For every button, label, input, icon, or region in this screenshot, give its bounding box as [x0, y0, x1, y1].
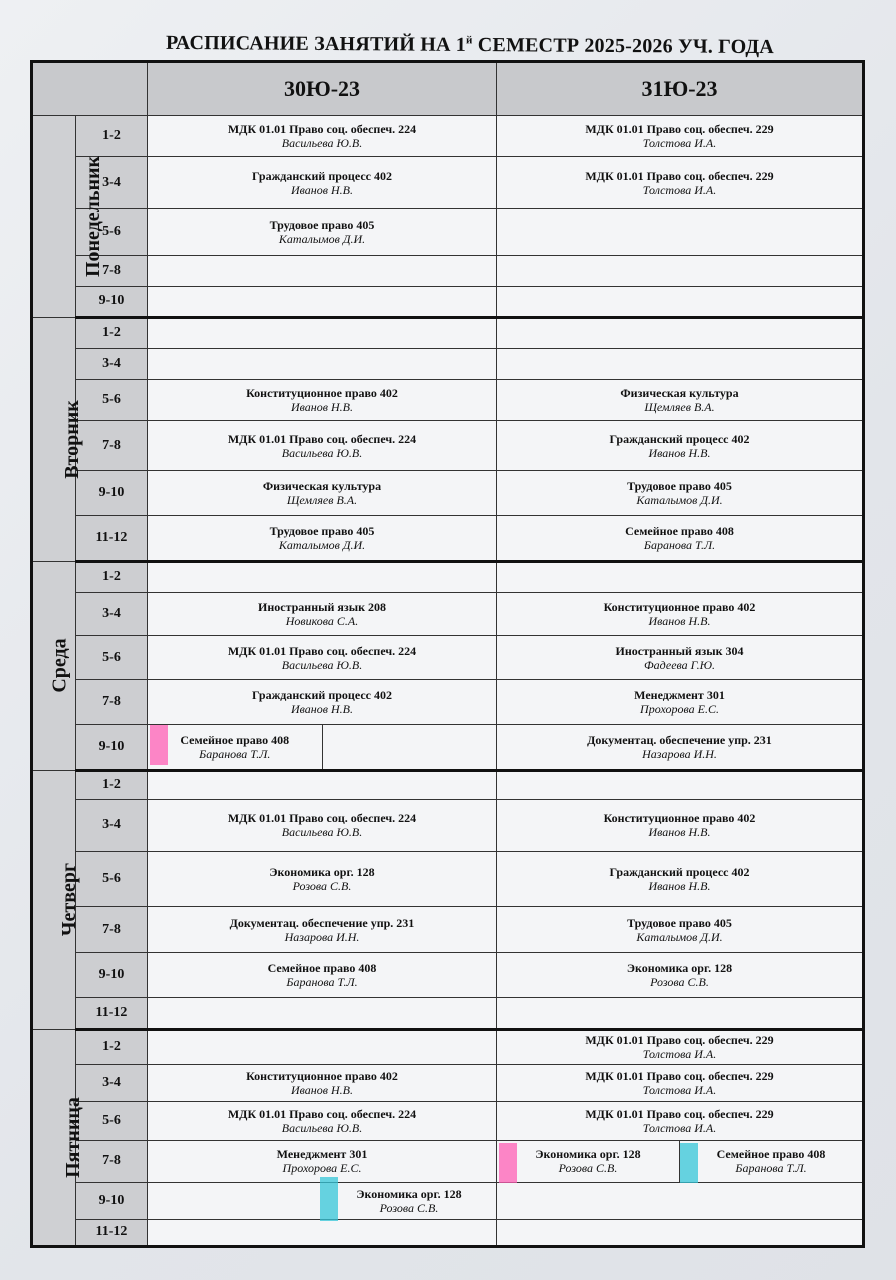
lesson-cell-g1 [148, 1182, 497, 1219]
empty-cell-g1 [148, 255, 497, 286]
lesson-cell-g1 [148, 516, 497, 562]
pair-number: 7-8 [76, 1141, 148, 1182]
subject: МДК 01.01 Право соц. обеспеч. 229 [585, 1107, 774, 1122]
teacher: Назарова И.Н. [642, 747, 717, 762]
lesson-cell-g1 [148, 470, 497, 516]
teacher: Васильева Ю.В. [281, 825, 363, 840]
subject: МДК 01.01 Право соц. обеспеч. 224 [227, 643, 417, 658]
lesson-row [32, 317, 864, 348]
highlighter-mark [680, 1143, 698, 1183]
day-label: Вторник [60, 400, 83, 479]
teacher: Иванов Н.В. [291, 1082, 353, 1097]
subject: Экономика орг. 128 [269, 865, 375, 879]
subject: МДК 01.01 Право соц. обеспеч. 229 [585, 1068, 774, 1083]
pair-number: 5-6 [76, 636, 148, 679]
lesson-cell-g2 [497, 799, 864, 851]
empty-cell-g2 [497, 348, 864, 379]
pair-number: 3-4 [76, 157, 148, 209]
teacher: Розова С.В. [379, 1200, 439, 1215]
subject: Экономика орг. 128 [535, 1147, 641, 1162]
pair-number: 1-2 [76, 770, 148, 799]
teacher: Каталымов Д.И. [278, 538, 366, 553]
teacher: Иванов Н.В. [648, 614, 711, 629]
lesson-cell-g2 [497, 636, 864, 679]
empty-half [323, 725, 497, 769]
empty-cell-g1 [148, 317, 497, 348]
lesson-cell-g1 [148, 851, 497, 907]
day-cell [32, 561, 76, 770]
lesson-cell-g1 [148, 907, 497, 953]
group-header-1: 30Ю-23 [148, 62, 497, 116]
teacher: Иванов Н.В. [648, 879, 711, 893]
day-cell [32, 116, 105, 318]
teacher: Новикова С.А. [285, 614, 359, 629]
lesson-row [32, 516, 864, 562]
highlighter-mark [320, 1177, 338, 1221]
teacher: Баранова Т.Л. [199, 747, 271, 762]
teacher: Розова С.В. [558, 1161, 618, 1176]
lesson-row [32, 636, 864, 679]
lesson-row [32, 679, 864, 725]
group-header-2: 31Ю-23 [497, 62, 864, 116]
teacher: Иванов Н.В. [648, 445, 711, 460]
pair-number: 9-10 [76, 1182, 148, 1219]
subject: МДК 01.01 Право соц. обеспеч. 224 [227, 122, 417, 137]
lesson-row [32, 592, 864, 635]
empty-cell-g1 [148, 561, 497, 592]
schedule-body [32, 116, 864, 1247]
subject: Гражданский процесс 402 [252, 688, 392, 703]
lesson-cell-g1 [148, 157, 497, 209]
teacher: Васильева Ю.В. [281, 136, 363, 151]
pair-number: 5-6 [76, 1101, 148, 1140]
lesson-cell-g2 [497, 725, 864, 771]
pair-number: 11-12 [76, 516, 148, 562]
subject: МДК 01.01 Право соц. обеспеч. 224 [227, 811, 417, 826]
lesson-row [32, 799, 864, 851]
lesson-cell-g1 [148, 952, 497, 998]
pair-number: 5-6 [76, 379, 148, 420]
empty-cell-g2 [497, 1219, 864, 1246]
subject: Экономика орг. 128 [626, 961, 733, 976]
lesson-cell-g2 [497, 379, 864, 420]
header-row [32, 62, 864, 116]
lesson-cell-g1 [148, 592, 497, 635]
subject: Конституционное право 402 [603, 811, 756, 826]
teacher: Каталымов Д.И. [278, 231, 366, 246]
empty-half [148, 1183, 322, 1219]
lesson-half [322, 1183, 496, 1219]
teacher: Щемляев В.А. [644, 400, 715, 414]
lesson-row [32, 907, 864, 953]
subject: Менеджмент 301 [276, 1147, 368, 1162]
subject: Семейное право 408 [716, 1147, 826, 1162]
empty-cell-g1 [148, 998, 497, 1029]
lesson-cell-g1 [148, 679, 497, 725]
pair-number: 3-4 [76, 348, 148, 379]
lesson-cell-g2 [497, 1101, 864, 1140]
highlighter-mark [150, 725, 168, 765]
empty-cell-g2 [497, 286, 864, 317]
lesson-row [32, 1064, 864, 1101]
day-label: Четверг [58, 863, 81, 937]
lesson-cell-g2 [497, 592, 864, 635]
subject: Трудовое право 405 [627, 915, 732, 930]
title-part2: СЕМЕСТР 2025-2026 УЧ. ГОДА [472, 34, 775, 59]
pair-number: 7-8 [76, 421, 148, 471]
subject: Трудовое право 405 [627, 479, 732, 494]
pair-number: 1-2 [76, 116, 148, 157]
pair-number: 5-6 [76, 851, 148, 907]
subject: Семейное право 408 [267, 961, 377, 976]
lesson-cell-g2 [497, 1141, 864, 1182]
teacher: Баранова Т.Л. [286, 975, 358, 990]
day-label: Понедельник [82, 155, 105, 277]
lesson-cell-g1 [148, 799, 497, 851]
empty-cell-g2 [497, 209, 864, 256]
empty-cell-g2 [497, 255, 864, 286]
lesson-cell-g1 [148, 116, 497, 157]
subject: МДК 01.01 Право соц. обеспеч. 229 [585, 122, 774, 137]
subject: Гражданский процесс 402 [609, 431, 750, 446]
empty-cell-g1 [148, 1219, 497, 1246]
pair-number: 7-8 [76, 679, 148, 725]
day-label: Пятница [61, 1096, 84, 1178]
subject: МДК 01.01 Право соц. обеспеч. 229 [585, 168, 774, 183]
lesson-row [32, 561, 864, 592]
pair-number: 9-10 [76, 286, 148, 317]
lesson-row [32, 116, 864, 157]
lesson-cell-g2 [497, 952, 864, 998]
teacher: Васильева Ю.В. [281, 445, 363, 460]
subject: Физическая культура [262, 479, 382, 494]
teacher: Баранова Т.Л. [643, 538, 716, 553]
lesson-cell-g1 [148, 379, 497, 420]
pair-number: 9-10 [76, 952, 148, 998]
lesson-row [32, 725, 864, 771]
lesson-cell-g1 [148, 1064, 497, 1101]
empty-cell-g2 [497, 998, 864, 1029]
pair-number: 1-2 [76, 317, 148, 348]
teacher: Розова С.В. [292, 879, 352, 893]
lesson-half [680, 1141, 862, 1181]
subject: МДК 01.01 Право соц. обеспеч. 229 [585, 1033, 774, 1048]
pair-number: 11-12 [76, 1219, 148, 1246]
subject: Менеджмент 301 [634, 688, 725, 703]
lesson-cell-g2 [497, 679, 864, 725]
pair-number: 9-10 [76, 470, 148, 516]
lesson-row [32, 255, 864, 286]
subject: Конституционное право 402 [246, 1068, 398, 1083]
teacher: Толстова И.А. [642, 1047, 717, 1062]
lesson-cell-g2 [497, 516, 864, 562]
lesson-cell-g1 [148, 636, 497, 679]
pair-number: 1-2 [76, 561, 148, 592]
teacher: Каталымов Д.И. [636, 929, 723, 944]
teacher: Толстова И.А. [642, 1121, 717, 1136]
teacher: Иванов Н.В. [648, 825, 711, 840]
lesson-row [32, 998, 864, 1029]
empty-cell-g1 [148, 348, 497, 379]
teacher: Иванов Н.В. [291, 400, 353, 414]
teacher: Иванов Н.В. [291, 182, 353, 197]
lesson-cell-g2 [497, 421, 864, 471]
lesson-row [32, 770, 864, 799]
lesson-cell-g2 [497, 116, 864, 157]
pair-number: 9-10 [76, 725, 148, 771]
teacher: Щемляев В.А. [286, 493, 358, 508]
lesson-cell-g1 [148, 421, 497, 471]
empty-cell-g1 [148, 1029, 497, 1064]
subject: Семейное право 408 [625, 524, 734, 539]
title-part1: РАСПИСАНИЕ ЗАНЯТИЙ НА 1 [165, 31, 467, 56]
pair-number: 3-4 [76, 1064, 148, 1101]
lesson-cell-g2 [497, 1064, 864, 1101]
subject: Экономика орг. 128 [356, 1186, 462, 1201]
subject: Конституционное право 402 [246, 386, 398, 400]
lesson-cell-g2 [497, 470, 864, 516]
lesson-cell-g1 [148, 209, 497, 256]
lesson-half [497, 1141, 680, 1181]
day-cell [32, 317, 83, 561]
subject: Трудовое право 405 [269, 524, 375, 539]
teacher: Прохорова Е.С. [282, 1161, 362, 1176]
empty-cell-g1 [148, 770, 497, 799]
subject: Документац. обеспечение упр. 231 [587, 733, 772, 748]
pair-number: 7-8 [76, 907, 148, 953]
subject: Трудовое право 405 [269, 217, 375, 232]
empty-cell-g2 [497, 561, 864, 592]
teacher: Прохорова Е.С. [640, 702, 719, 717]
lesson-half [148, 725, 323, 769]
lesson-row [32, 1101, 864, 1140]
day-label: Среда [48, 638, 71, 694]
lesson-cell-g2 [497, 907, 864, 953]
subject: Документац. обеспечение упр. 231 [229, 915, 415, 930]
pair-number: 5-6 [76, 209, 148, 256]
subject: Гражданский процесс 402 [252, 168, 392, 183]
lesson-row [32, 1219, 864, 1246]
subject: Иностранный язык 304 [615, 643, 744, 658]
teacher: Фадеева Г.Ю. [644, 657, 715, 672]
lesson-row [32, 1029, 864, 1064]
day-cell [32, 1029, 84, 1247]
teacher: Баранова Т.Л. [735, 1161, 807, 1176]
empty-cell-g1 [148, 286, 497, 317]
lesson-row [32, 1141, 864, 1182]
subject: Физическая культура [620, 386, 739, 400]
highlighter-mark [499, 1143, 517, 1183]
teacher: Толстова И.А. [642, 1082, 717, 1097]
pair-number: 11-12 [76, 998, 148, 1029]
lesson-row [32, 421, 864, 471]
pair-number: 1-2 [76, 1029, 148, 1064]
subject: МДК 01.01 Право соц. обеспеч. 224 [227, 431, 417, 446]
day-cell [32, 770, 81, 1029]
lesson-cell-g2 [497, 1029, 864, 1064]
empty-cell-g2 [497, 317, 864, 348]
teacher: Розова С.В. [650, 975, 709, 990]
lesson-row [32, 286, 864, 317]
lesson-cell-g2 [497, 851, 864, 907]
teacher: Васильева Ю.В. [281, 657, 363, 672]
pair-number: 3-4 [76, 799, 148, 851]
schedule-table [30, 60, 865, 1248]
subject: Конституционное право 402 [603, 600, 756, 615]
lesson-cell-g2 [497, 157, 864, 209]
empty-cell-g2 [497, 770, 864, 799]
empty-cell-g2 [497, 1182, 864, 1219]
subject: Гражданский процесс 402 [609, 865, 750, 879]
subject: Иностранный язык 208 [258, 600, 386, 615]
page-title [120, 32, 820, 60]
subject: Семейное право 408 [180, 733, 290, 748]
lesson-row [32, 470, 864, 516]
teacher: Назарова И.Н. [284, 929, 360, 944]
pair-number: 7-8 [76, 255, 148, 286]
subject: МДК 01.01 Право соц. обеспеч. 224 [227, 1107, 417, 1122]
teacher: Толстова И.А. [642, 136, 717, 151]
lesson-row [32, 1182, 864, 1219]
teacher: Иванов Н.В. [291, 702, 353, 717]
lesson-cell-g1 [148, 725, 497, 771]
lesson-row [32, 209, 864, 256]
teacher: Толстова И.А. [642, 182, 717, 197]
teacher: Каталымов Д.И. [636, 493, 723, 508]
corner-cell [32, 62, 148, 116]
lesson-cell-g1 [148, 1101, 497, 1140]
lesson-row [32, 851, 864, 907]
lesson-row [32, 157, 864, 209]
pair-number: 3-4 [76, 592, 148, 635]
teacher: Васильева Ю.В. [281, 1121, 363, 1136]
title-sup: й [466, 34, 473, 47]
lesson-row [32, 379, 864, 420]
lesson-row [32, 952, 864, 998]
lesson-row [32, 348, 864, 379]
